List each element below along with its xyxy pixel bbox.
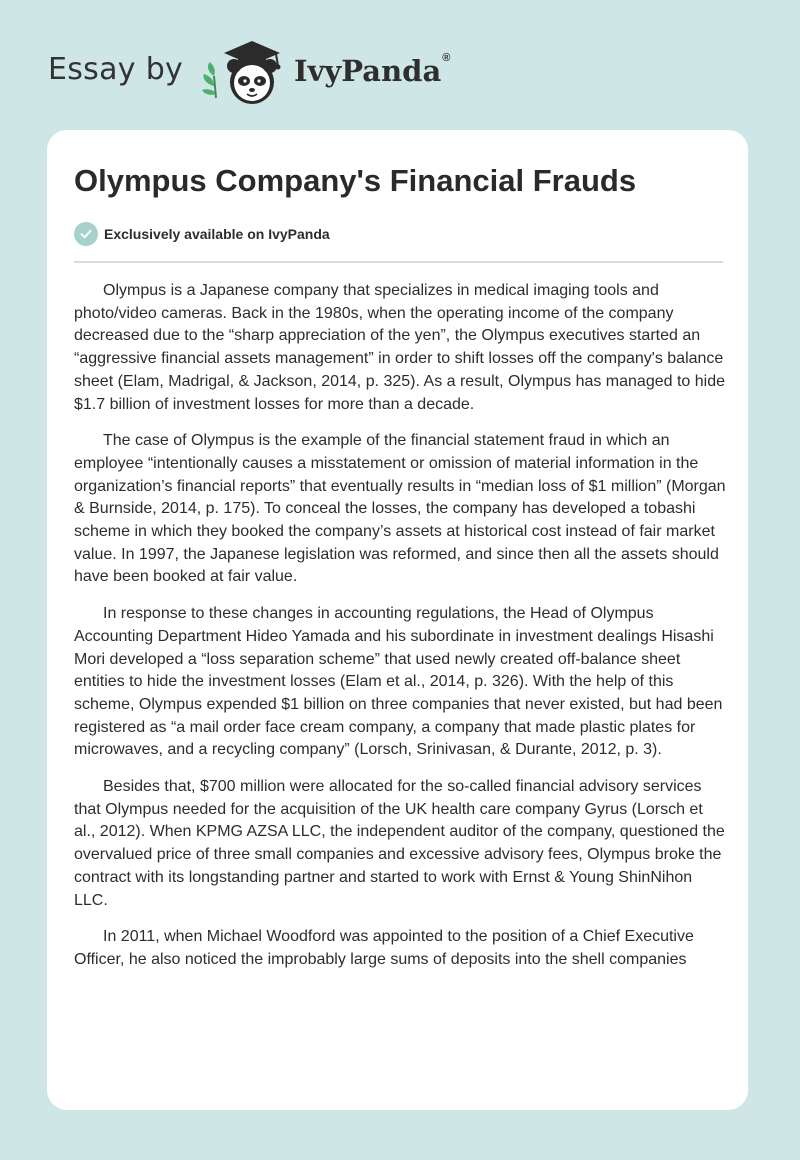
brand-name-text: IvyPanda	[294, 54, 442, 88]
paragraph: Besides that, $700 million were allocated for the so-called financial advisory services that Olympus needed for the acquisition of the UK health care company Gyrus (Lorsch et al., 2012). When KPMG AZSA LLC, the independent auditor of the company, questioned the overvalued price of three small companies and excessive advisory fees, Olympus broke the contract with its longstanding partner and started to work with Ernst & Young ShinNihon LLC.	[74, 778, 725, 909]
paragraph: In response to these changes in accounting regulations, the Head of Olympus Accounting Department Hideo Yamada and his subordinate in investment dealings Hisashi Mori developed a “loss separation scheme” that used newly created off-balance sheet entities to hide the investment losses (Elam et al., 2014, p. 326). With the help of this scheme, Olympus expended $1 billion on three companies that never existed, but had been registered as “a mail order face cream company, a company that made plastic plates for microwaves, and a recycling company” (Lorsch, Srinivasan, & Durante, 2012, p. 3).	[74, 605, 723, 759]
exclusive-badge-text: Exclusively available on IvyPanda	[104, 226, 330, 242]
paragraph: The case of Olympus is the example of the financial statement fraud in which an employee “intentionally causes a misstatement or omission of material information in the organization’s financial reports” that eventually results in “median loss of $1 million” (Morgan & Burnside, 2014, p. 175). To conceal the losses, the company has developed a tobashi scheme in which they booked the company’s assets at historical cost instead of fair market value. In 1997, the Japanese legislation was reformed, and since then all the assets should have been booked at fair value.	[74, 432, 726, 586]
essay-title: Olympus Company's Financial Frauds	[74, 163, 637, 198]
panda-graduate-icon[interactable]	[200, 36, 292, 108]
divider	[74, 261, 723, 263]
paragraph: In 2011, when Michael Woodford was appointed to the position of a Chief Executive Officer, he also noticed the improbably large sums of deposits into the shell companies	[74, 928, 694, 968]
essay-by-label: Essay by	[48, 52, 184, 87]
paragraph: Olympus is a Japanese company that specializes in medical imaging tools and photo/video cameras. Back in the 1980s, when the operating income of the company decreased due to the “sharp appreciation of the yen”, the Olympus executives started an “aggressive financial assets management” in order to shift losses off the company's balance sheet (Elam, Madrigal, & Jackson, 2014, p. 325). As a result, Olympus has managed to hide $1.7 billion of investment losses for more than a decade.	[74, 282, 726, 413]
exclusive-badge	[74, 222, 330, 246]
essay-body	[74, 280, 726, 986]
site-header	[0, 0, 800, 130]
registered-mark: ®	[442, 52, 451, 64]
check-circle-icon	[74, 222, 98, 246]
essay-card	[47, 130, 748, 1110]
brand-name[interactable]	[294, 54, 450, 88]
